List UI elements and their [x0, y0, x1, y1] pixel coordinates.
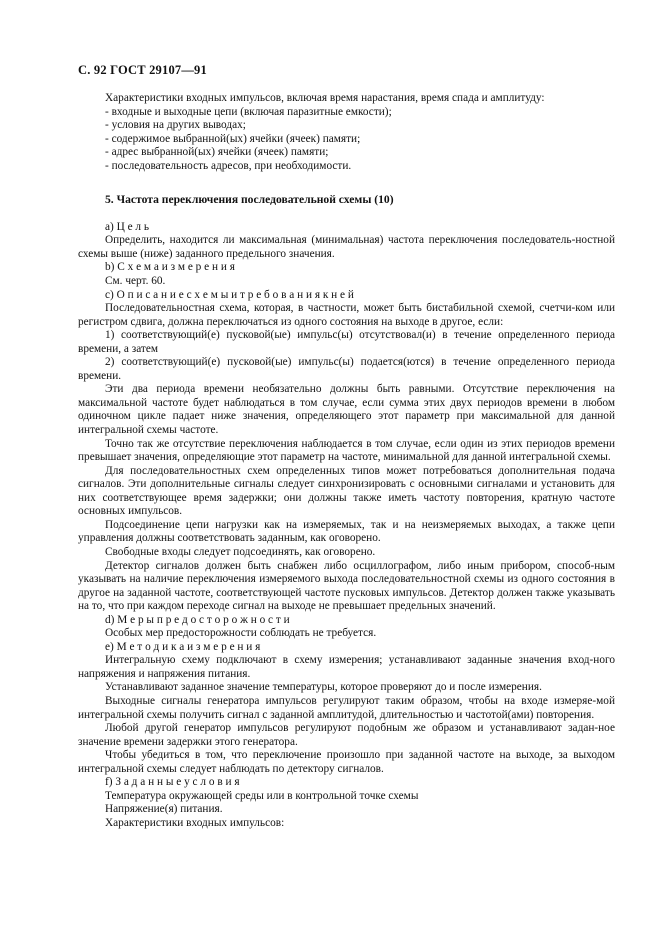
- paragraph: Детектор сигналов должен быть снабжен либо осциллографом, либо иным прибором, способ-ным указывать на наличие переключения измеряемого выхода последовательностной схемы из одного состояния в другое на заданной частоте, соответствующей частоте пусковых импульсов. Детектор должен также указывать на то, что при каждом переходе сигнал на выходе не превышает предельных значений.: [78, 559, 615, 613]
- paragraph: Эти два периода времени необязательно должны быть равными. Отсутствие переключения на максимальной частоте будет наблюдаться в том случае, если сумма этих двух периодов времени в любом одиночном цикле падает ниже значения, определяющего этот параметр при максимальной для данной интегральной схемы частоте.: [78, 383, 615, 437]
- paragraph: Последовательностная схема, которая, в частности, может быть бистабильной схемой, счетчи-ком или регистром сдвига, должна переключаться из одного состояния на выходе в другое, если:: [78, 302, 615, 328]
- page-content: [78, 92, 615, 830]
- intro-item: - входные и выходные цепи (включая паразитные емкости);: [105, 105, 392, 118]
- subsection-label-e: е) М е т о д и к а и з м е р е н и я: [105, 640, 261, 653]
- paragraph: Устанавливают заданное значение температуры, которое проверяют до и после измерения.: [105, 681, 542, 694]
- paragraph: Для последовательностных схем определенных типов может потребоваться дополнительная подача сигналов. Эти дополнительные сигналы следует синхронизировать с основными сигналами и установить для них соответствующее время задержки; они должны также иметь частоту повторения, кратную частоте основных импульсов.: [78, 464, 615, 518]
- section-title: 5. Частота переключения последовательной схемы (10): [105, 193, 394, 207]
- intro-item: - условия на других выводах;: [105, 119, 246, 132]
- paragraph: 2) соответствующий(е) пусковой(ые) импульс(ы) подается(ются) в течение определенного периода времени.: [78, 356, 615, 382]
- subsection-label-b: b) С х е м а и з м е р е н и я: [105, 261, 235, 274]
- paragraph: Особых мер предосторожности соблюдать не требуется.: [105, 627, 377, 640]
- paragraph: Точно так же отсутствие переключения наблюдается в том случае, если один из этих периодов времени превышает значения, определяющие этот параметр на частоте, минимальной для данной интегральной схемы.: [78, 437, 615, 464]
- subsection-label-c: с) О п и с а н и е с х е м ы и т р е б о в а н и я к н е й: [105, 288, 354, 301]
- paragraph: См. черт. 60.: [105, 275, 166, 288]
- intro-lead: Характеристики входных импульсов, включая время нарастания, время спада и амплитуду:: [105, 92, 545, 104]
- intro-item: - последовательность адресов, при необходимости.: [105, 159, 352, 172]
- paragraph: Определить, находится ли максимальная (минимальная) частота переключения последователь-ностной схемы выше (ниже) заданного предельного значения.: [78, 234, 615, 260]
- subsection-label-d: d) М е р ы п р е д о с т о р о ж н о с т и: [105, 613, 290, 626]
- paragraph: 1) соответствующий(е) пусковой(ые) импульс(ы) отсутствовал(и) в течение определенного периода времени, а затем: [78, 329, 615, 355]
- paragraph: Температура окружающей среды или в контрольной точке схемы: [105, 789, 419, 802]
- subsection-label-f: f) З а д а н н ы е у с л о в и я: [105, 776, 240, 789]
- paragraph: Характеристики входных импульсов:: [105, 816, 285, 829]
- paragraph: Выходные сигналы генератора импульсов регулируют таким образом, чтобы на входе измеряе-мой интегральной схемы получить сигнал с заданной амплитудой, длительностью и частотой(ами) повторения.: [78, 694, 615, 721]
- paragraph: Интегральную схему подключают в схему измерения; устанавливают заданные значения вход-ного напряжения и напряжения питания.: [78, 654, 615, 680]
- paragraph: Подсоединение цепи нагрузки как на измеряемых, так и на неизмеряемых выходах, а также цепи управления должны соответствовать заданным, как оговорено.: [78, 518, 615, 545]
- subsection-label-a: а) Ц е л ь: [105, 220, 150, 233]
- paragraph: Чтобы убедиться в том, что переключение произошло при заданной частоте на выходе, за выходом интегральной схемы следует наблюдать по детектору сигналов.: [78, 749, 615, 775]
- intro-item: - содержимое выбранной(ых) ячейки (ячеек) памяти;: [105, 132, 361, 145]
- paragraph: Любой другой генератор импульсов регулируют подобным же образом и устанавливают задан-ное значение времени задержки этого генератора.: [78, 722, 615, 748]
- paragraph: Свободные входы следует подсоединять, как оговорено.: [105, 545, 376, 558]
- paragraph: Напряжение(я) питания.: [105, 803, 223, 816]
- intro-item: - адрес выбранной(ых) ячейки (ячеек) памяти;: [105, 146, 329, 159]
- page-header: С. 92 ГОСТ 29107—91: [78, 63, 207, 77]
